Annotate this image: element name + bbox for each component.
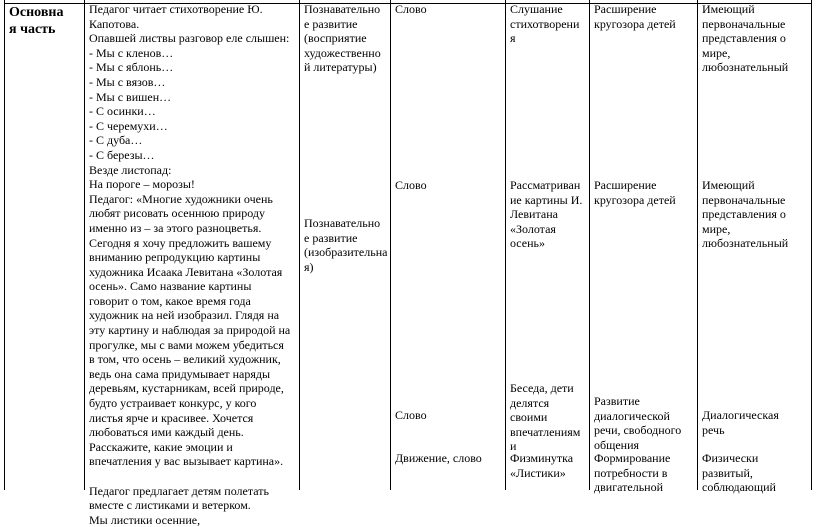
script-line: вместе с листиками и ветерком. (89, 498, 251, 513)
education-area-line: (изобразительна (304, 245, 388, 260)
education-area-line: я) (304, 259, 314, 274)
column-border (4, 0, 5, 490)
script-line: Мы листики осенние, (89, 512, 201, 527)
script-line: - С березы… (89, 147, 155, 162)
script-line: ведь она сама придумывает наряды (89, 366, 271, 381)
script-line: - Мы с вязов… (89, 74, 166, 89)
script-line: вниманию репродукцию картины (89, 250, 261, 265)
method-item: Слово (395, 2, 427, 16)
outcome-block (702, 408, 779, 437)
script-line: - Мы с яблонь… (89, 60, 174, 75)
activity-line: я (510, 31, 516, 46)
outcome-block (702, 451, 776, 495)
section-heading-line: я часть (9, 22, 56, 37)
script-line: Сегодня я хочу предложить вашему (89, 235, 272, 250)
activity-line: ие картины И. (510, 192, 583, 207)
activity-line: «Золотая (510, 221, 556, 236)
script-line (89, 469, 290, 484)
education-area-block (304, 2, 381, 75)
goal-block (594, 451, 670, 495)
script-line: - Мы с вишен… (89, 89, 172, 104)
outcome-line: любознательный (702, 236, 789, 251)
activity-line: Слушание (510, 2, 563, 16)
activity-block (510, 381, 580, 454)
outcome-line: речь (702, 422, 725, 437)
outcome-line: соблюдающий (702, 480, 776, 495)
method-item: Движение, слово (395, 451, 482, 465)
method-item: Слово (395, 408, 427, 422)
outcome-line: Имеющий (702, 178, 755, 192)
outcome-line: мире, (702, 45, 731, 60)
script-line: художника Исаака Левитана «Золотая (89, 264, 283, 279)
outcome-line: Диалогическая (702, 408, 779, 422)
education-area-line: й литературы) (304, 60, 377, 75)
script-line: именно из – за этого разноцветья. (89, 220, 262, 235)
activity-line: Беседа, дети (510, 381, 574, 395)
column-border (84, 0, 85, 490)
activity-line: стихотворени (510, 16, 580, 31)
script-line: говорит о том, какое время года (89, 293, 251, 308)
script-line: - С черемухи… (89, 118, 168, 133)
script-line: в том, что осень – великий художник, (89, 352, 281, 367)
script-line: Педагог: «Многие художники очень (89, 191, 273, 206)
activity-block (510, 2, 579, 46)
outcome-line: первоначальные (702, 16, 786, 31)
education-area-line: Познавательно (304, 216, 381, 230)
goal-line: речи, свободного (594, 423, 682, 438)
script-line: На пороге – морозы! (89, 177, 195, 192)
script-line: Опавшей листвы разговор еле слышен: (89, 31, 290, 46)
goal-block (594, 178, 676, 207)
column-border (390, 0, 391, 490)
activity-line: делятся (510, 395, 550, 410)
education-area-block (304, 216, 387, 274)
activity-line: «Листики» (510, 465, 566, 480)
education-area-line: е развитие (304, 230, 358, 245)
column-border (811, 0, 812, 490)
activity-block (510, 178, 582, 251)
script-line: осень». Само название картины (89, 279, 252, 294)
activity-line: осень» (510, 236, 545, 251)
goal-line: общения (594, 437, 640, 452)
script-line: Педагог предлагает детям полетать (89, 483, 269, 498)
script-line: будто устраивает конкурс, у кого (89, 396, 257, 411)
activity-line: Физминутка (510, 451, 574, 465)
goal-line: Расширение (594, 178, 657, 192)
goal-line: диалогической (594, 408, 670, 423)
script-line: любоваться ими каждый день. (89, 425, 244, 440)
outcome-line: Имеющий (702, 2, 755, 16)
column-border (505, 0, 506, 490)
goal-line: потребности в (594, 465, 668, 480)
script-line: эту картину и наблюдая за природой на (89, 323, 291, 338)
script-line: - С осинки… (89, 104, 156, 119)
script-line: впечатления у вас вызывает картина». (89, 454, 284, 469)
teacher-script (89, 2, 290, 527)
outcome-block (702, 178, 788, 251)
activity-line: Левитана (510, 207, 558, 222)
activity-block (510, 451, 573, 480)
goal-block (594, 394, 681, 452)
activity-line: своими (510, 410, 548, 425)
script-line: листья ярче и красивее. Хочется (89, 410, 254, 425)
script-line: Везде листопад: (89, 162, 172, 177)
goal-line: Расширение (594, 2, 657, 16)
script-line: Педагог читает стихотворение Ю. (89, 2, 263, 16)
outcome-block (702, 2, 788, 75)
outcome-line: мире, (702, 221, 731, 236)
goal-line: кругозора детей (594, 192, 676, 207)
goal-line: Формирование (594, 451, 671, 465)
section-heading-line: Основна (9, 5, 64, 20)
script-line: Расскажите, какие эмоции и (89, 439, 233, 454)
script-line: художник на ней изобразил. Глядя на (89, 308, 280, 323)
script-line: любят рисовать осеннюю природу (89, 206, 265, 221)
column-border (589, 0, 590, 490)
education-area-line: е развитие (304, 16, 358, 31)
method-item: Слово (395, 178, 427, 192)
goal-line: Развитие (594, 394, 640, 408)
outcome-line: развитый, (702, 465, 753, 480)
script-line: прогулке, мы с вами можем убедиться (89, 337, 284, 352)
goal-block (594, 2, 676, 31)
script-line: - Мы с кленов… (89, 45, 174, 60)
activity-line: Рассматриван (510, 178, 581, 192)
outcome-line: первоначальные (702, 192, 786, 207)
script-line: Капотова. (89, 16, 140, 31)
goal-line: двигательной (594, 480, 664, 495)
activity-line: и (510, 439, 517, 454)
education-area-line: художественно (304, 45, 381, 60)
outcome-line: Физически (702, 451, 759, 465)
script-line: деревьям, кустарникам, всей природе, (89, 381, 284, 396)
column-border (697, 0, 698, 490)
outcome-line: представления о (702, 207, 786, 222)
outcome-line: любознательный (702, 60, 789, 75)
education-area-line: Познавательно (304, 2, 381, 16)
column-border (299, 0, 300, 490)
goal-line: кругозора детей (594, 16, 676, 31)
outcome-line: представления о (702, 31, 786, 46)
education-area-line: (восприятие (304, 31, 367, 46)
section-heading (9, 4, 63, 38)
script-line: - С дуба… (89, 133, 143, 148)
activity-line: впечатлениям (510, 424, 581, 439)
